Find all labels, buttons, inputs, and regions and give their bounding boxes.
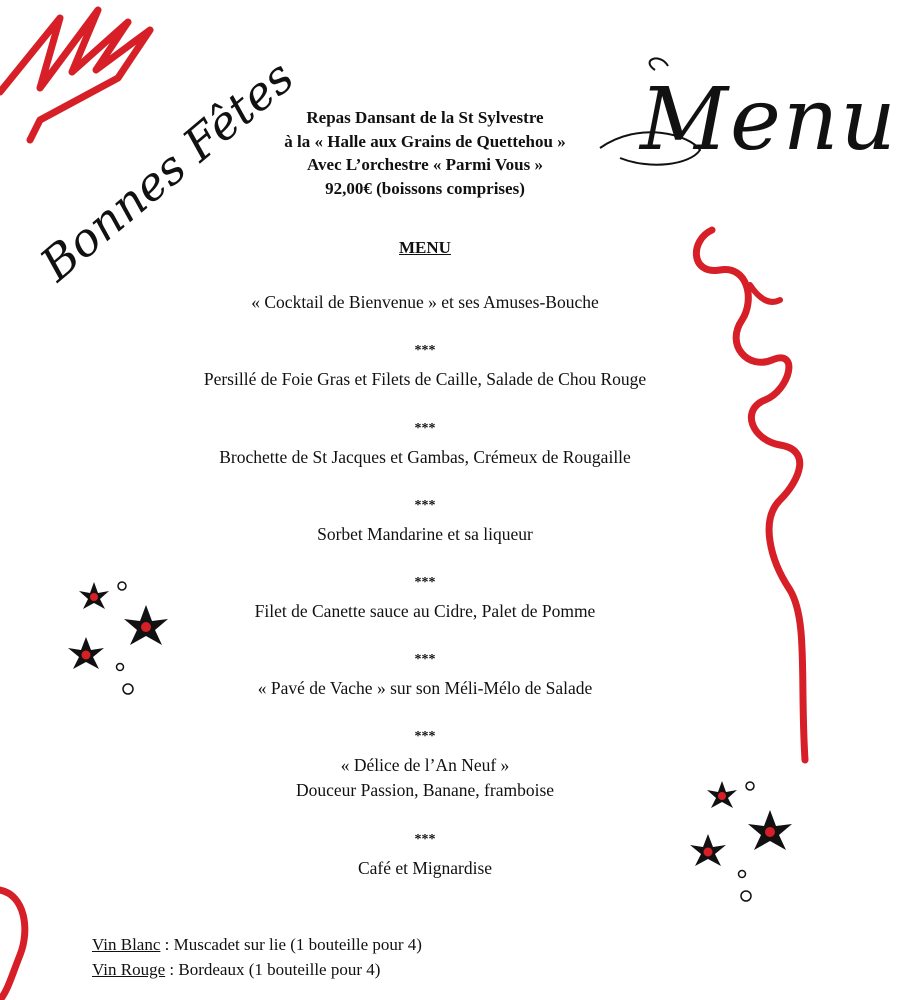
course-separator: *** <box>414 729 436 744</box>
course-separator: *** <box>414 343 436 358</box>
wine-white: Vin Blanc : Muscadet sur lie (1 bouteille pour 4) <box>92 935 422 954</box>
wine-white-value: Muscadet sur lie (1 bouteille pour 4) <box>173 935 422 954</box>
course-separator: *** <box>414 652 436 667</box>
event-orchestra: Avec L’orchestre « Parmi Vous » <box>307 155 543 174</box>
course-item: Café et Mignardise <box>357 858 493 878</box>
red-zigzag-decoration <box>0 10 150 140</box>
menu-heading: MENU <box>399 238 451 257</box>
event-price: 92,00€ (boissons comprises) <box>325 178 525 198</box>
red-ribbon-corner-decoration <box>0 890 25 1000</box>
course-item: « Cocktail de Bienvenue » et ses Amuses-Bouche <box>251 292 599 312</box>
event-header <box>230 106 620 200</box>
course-separator: *** <box>414 575 436 590</box>
course-item: Filet de Canette sauce au Cidre, Palet de Pomme <box>254 601 596 621</box>
wine-red-value: Bordeaux (1 bouteille pour 4) <box>178 960 381 979</box>
course-separator: *** <box>414 498 436 513</box>
course-separator: *** <box>414 832 436 847</box>
course-item: Brochette de St Jacques et Gambas, Crémeux de Rougaille <box>219 447 631 467</box>
course-item: Sorbet Mandarine et sa liqueur <box>317 524 533 544</box>
bonnes-fetes-greeting: Bonnes Fêtes <box>30 49 304 292</box>
event-venue: à la « Halle aux Grains de Quettehou » <box>284 131 566 151</box>
course-item-detail: Douceur Passion, Banane, framboise <box>295 780 555 800</box>
course-separator: *** <box>414 421 436 436</box>
event-title: Repas Dansant de la St Sylvestre <box>306 108 544 127</box>
wine-red: Vin Rouge : Bordeaux (1 bouteille pour 4) <box>92 960 381 979</box>
wine-red-label: Vin Rouge <box>92 960 166 979</box>
course-item: « Pavé de Vache » sur son Méli-Mélo de Salade <box>257 678 593 698</box>
course-item: Persillé de Foie Gras et Filets de Caille, Salade de Chou Rouge <box>203 369 647 389</box>
wine-white-label: Vin Blanc <box>92 935 161 954</box>
menu-script-title: Menu <box>640 70 898 170</box>
course-item: « Délice de l’An Neuf » <box>340 755 510 775</box>
